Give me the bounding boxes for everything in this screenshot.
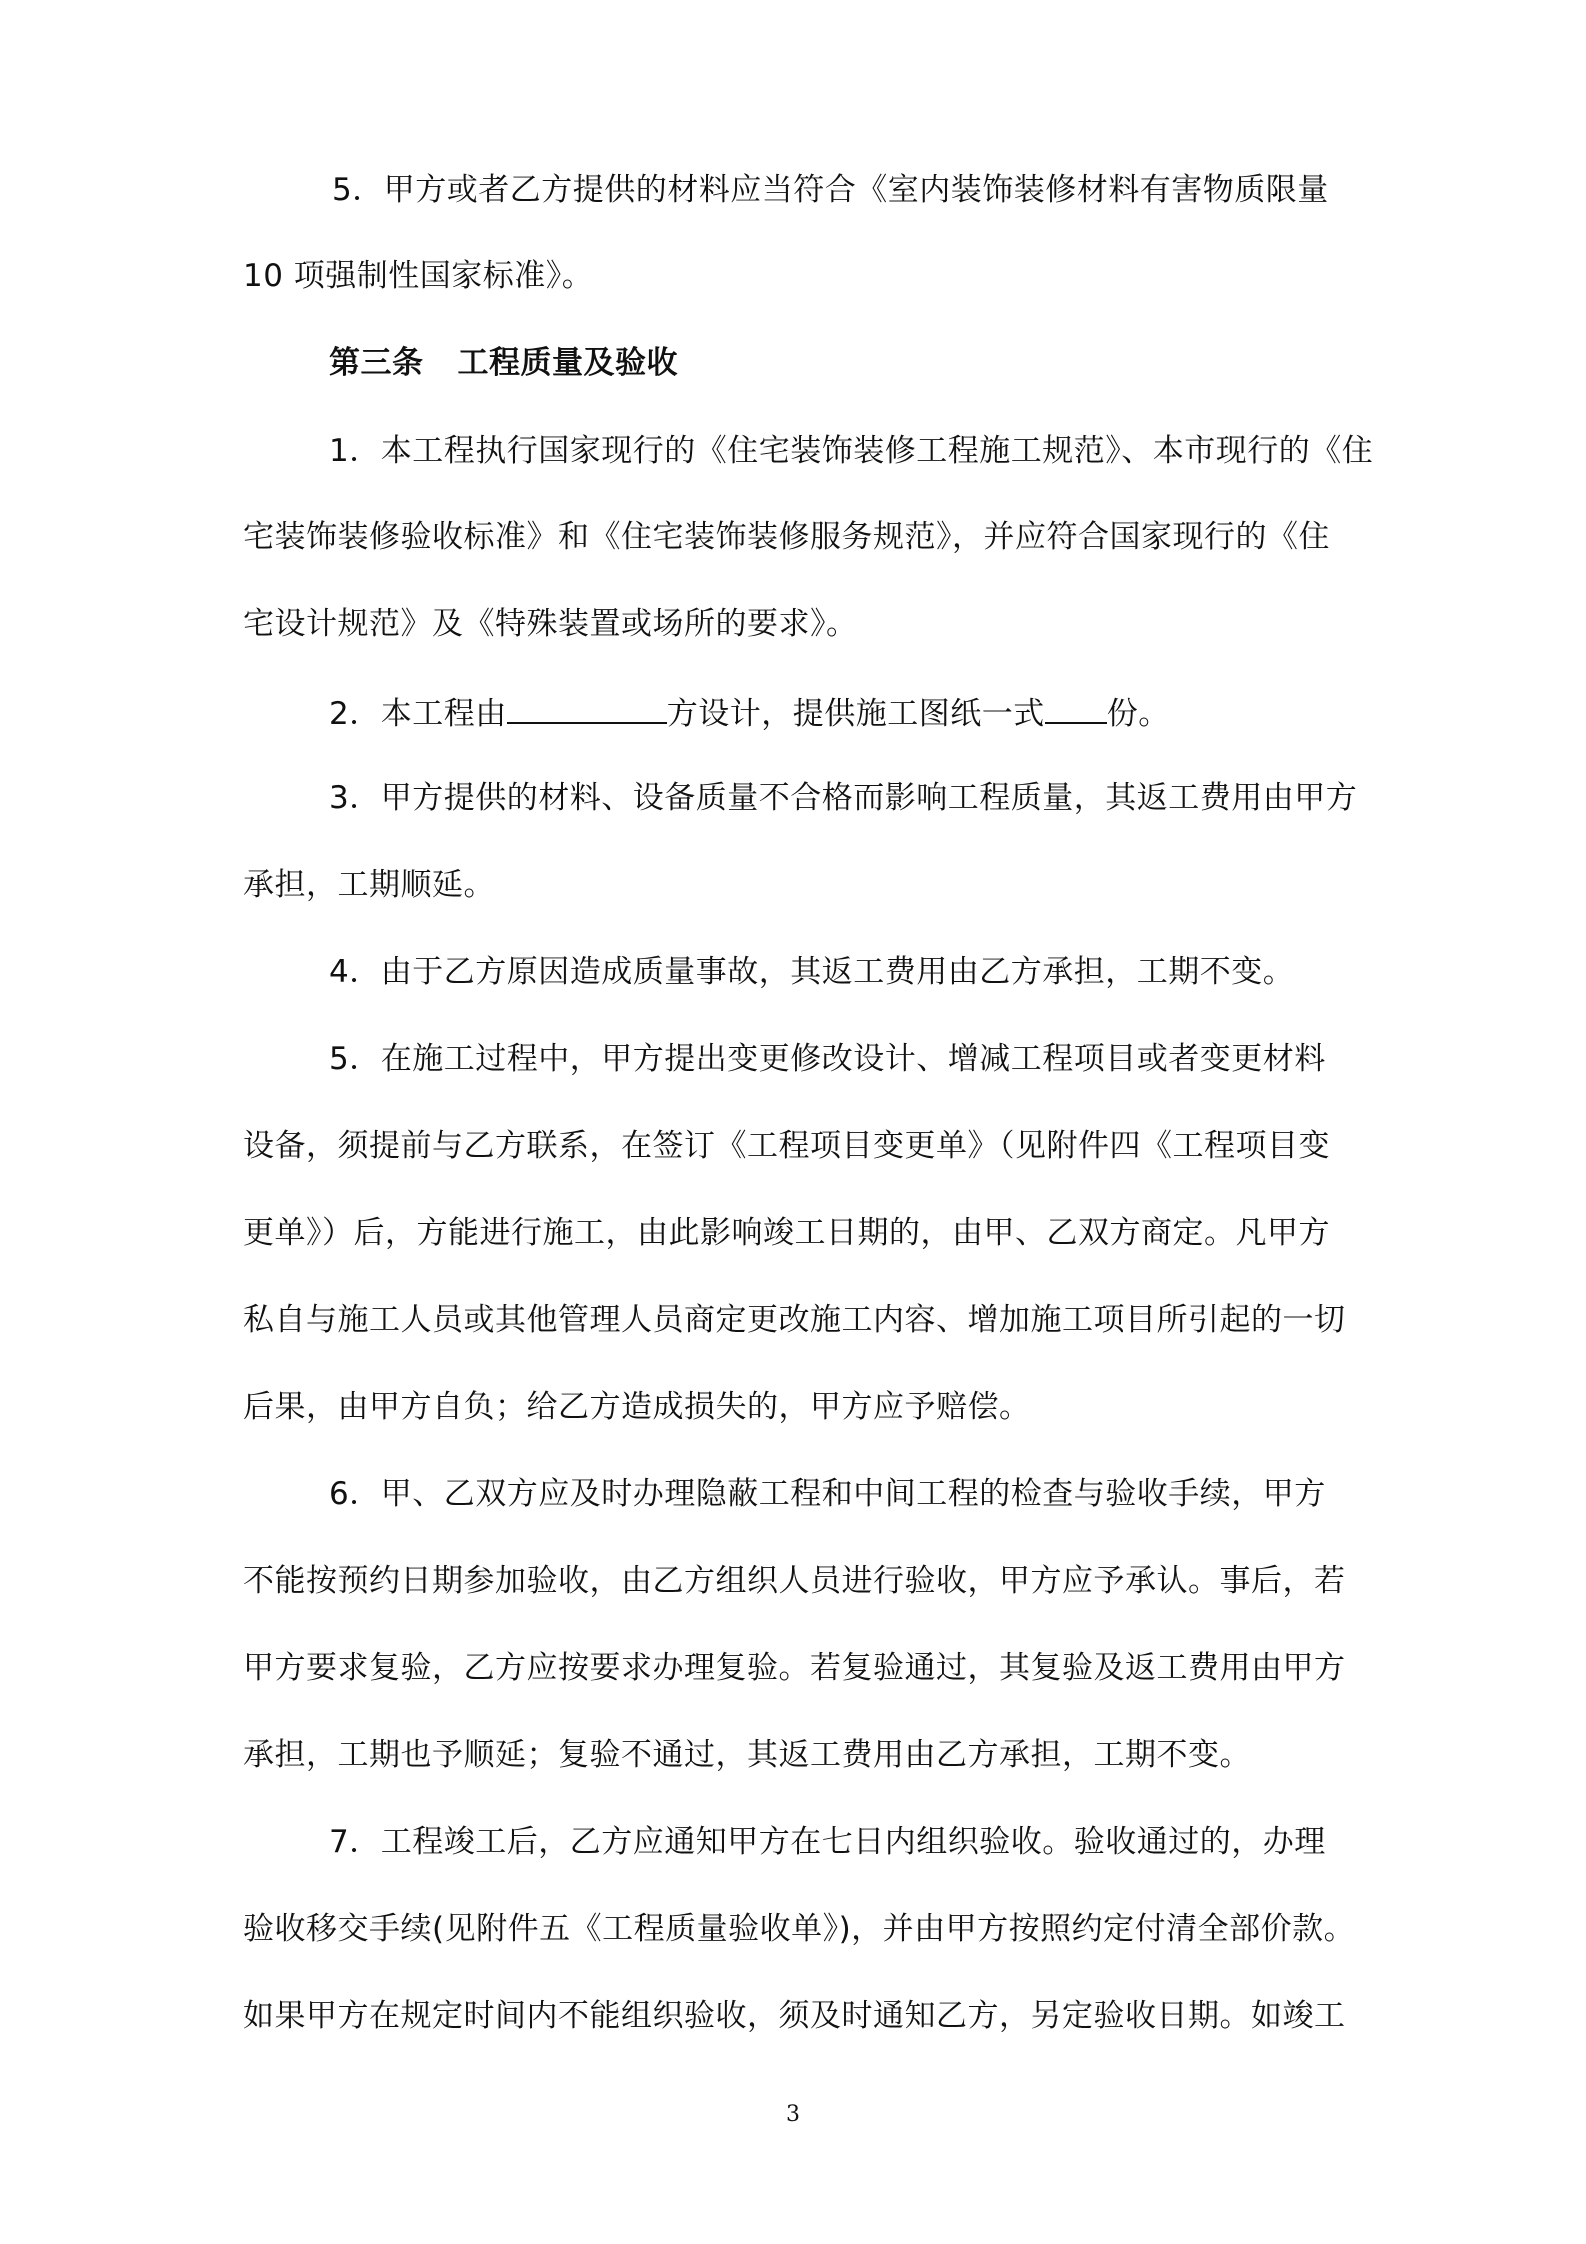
paragraph-line: 验收移交手续(见附件五《工程质量验收单》)，并由甲方按照约定付清全部价款。 <box>243 1911 1356 1947</box>
designer-blank[interactable] <box>507 692 667 724</box>
page-number: 3 <box>786 2102 800 2127</box>
paragraph-line: 设备，须提前与乙方联系，在签订《工程项目变更单》（见附件四《工程项目变 <box>243 1128 1330 1164</box>
section-number: 第三条 <box>329 345 424 381</box>
section-heading <box>329 343 678 383</box>
paragraph-line: 7．工程竣工后，乙方应通知甲方在七日内组织验收。验收通过的，办理 <box>329 1824 1326 1860</box>
copies-blank[interactable] <box>1045 692 1107 724</box>
fill-in-text: 方设计，提供施工图纸一式 <box>666 696 1045 732</box>
paragraph-line: 私自与施工人员或其他管理人员商定更改施工内容、增加施工项目所引起的一切 <box>243 1302 1346 1338</box>
paragraph-line: 6．甲、乙双方应及时办理隐蔽工程和中间工程的检查与验收手续，甲方 <box>329 1476 1326 1512</box>
paragraph-line: 如果甲方在规定时间内不能组织验收，须及时通知乙方，另定验收日期。如竣工 <box>243 1998 1346 2034</box>
fill-in-text: 2．本工程由 <box>329 696 507 732</box>
paragraph-line: 宅设计规范》及《特殊装置或场所的要求》。 <box>243 606 858 642</box>
paragraph-line: 宅装饰装修验收标准》和《住宅装饰装修服务规范》，并应符合国家现行的《住 <box>243 519 1330 555</box>
paragraph-line: 后果，由甲方自负；给乙方造成损失的，甲方应予赔偿。 <box>243 1389 1031 1425</box>
paragraph-line: 甲方要求复验，乙方应按要求办理复验。若复验通过，其复验及返工费用由甲方 <box>243 1650 1346 1686</box>
fill-in-text: 份。 <box>1106 696 1170 732</box>
paragraph-line: 4．由于乙方原因造成质量事故，其返工费用由乙方承担，工期不变。 <box>329 954 1295 990</box>
section-title: 工程质量及验收 <box>457 345 678 381</box>
paragraph-line: 更单》）后，方能进行施工，由此影响竣工日期的，由甲、乙双方商定。凡甲方 <box>243 1215 1330 1251</box>
paragraph-line: 承担，工期也予顺延；复验不通过，其返工费用由乙方承担，工期不变。 <box>243 1737 1251 1773</box>
paragraph-line: 不能按预约日期参加验收，由乙方组织人员进行验收，甲方应予承认。事后，若 <box>243 1563 1346 1599</box>
paragraph-line: 3．甲方提供的材料、设备质量不合格而影响工程质量，其返工费用由甲方 <box>329 780 1358 816</box>
paragraph-line: 5．甲方或者乙方提供的材料应当符合《室内装饰装修材料有害物质限量 <box>332 172 1329 208</box>
paragraph-line: 5．在施工过程中，甲方提出变更修改设计、增减工程项目或者变更材料 <box>329 1041 1326 1077</box>
paragraph-line: 10 项强制性国家标准》。 <box>243 258 594 294</box>
paragraph-line: 承担，工期顺延。 <box>243 867 495 903</box>
paragraph-line: 1．本工程执行国家现行的《住宅装饰装修工程施工规范》、本市现行的《住 <box>329 433 1374 469</box>
paragraph-line <box>329 692 1170 734</box>
